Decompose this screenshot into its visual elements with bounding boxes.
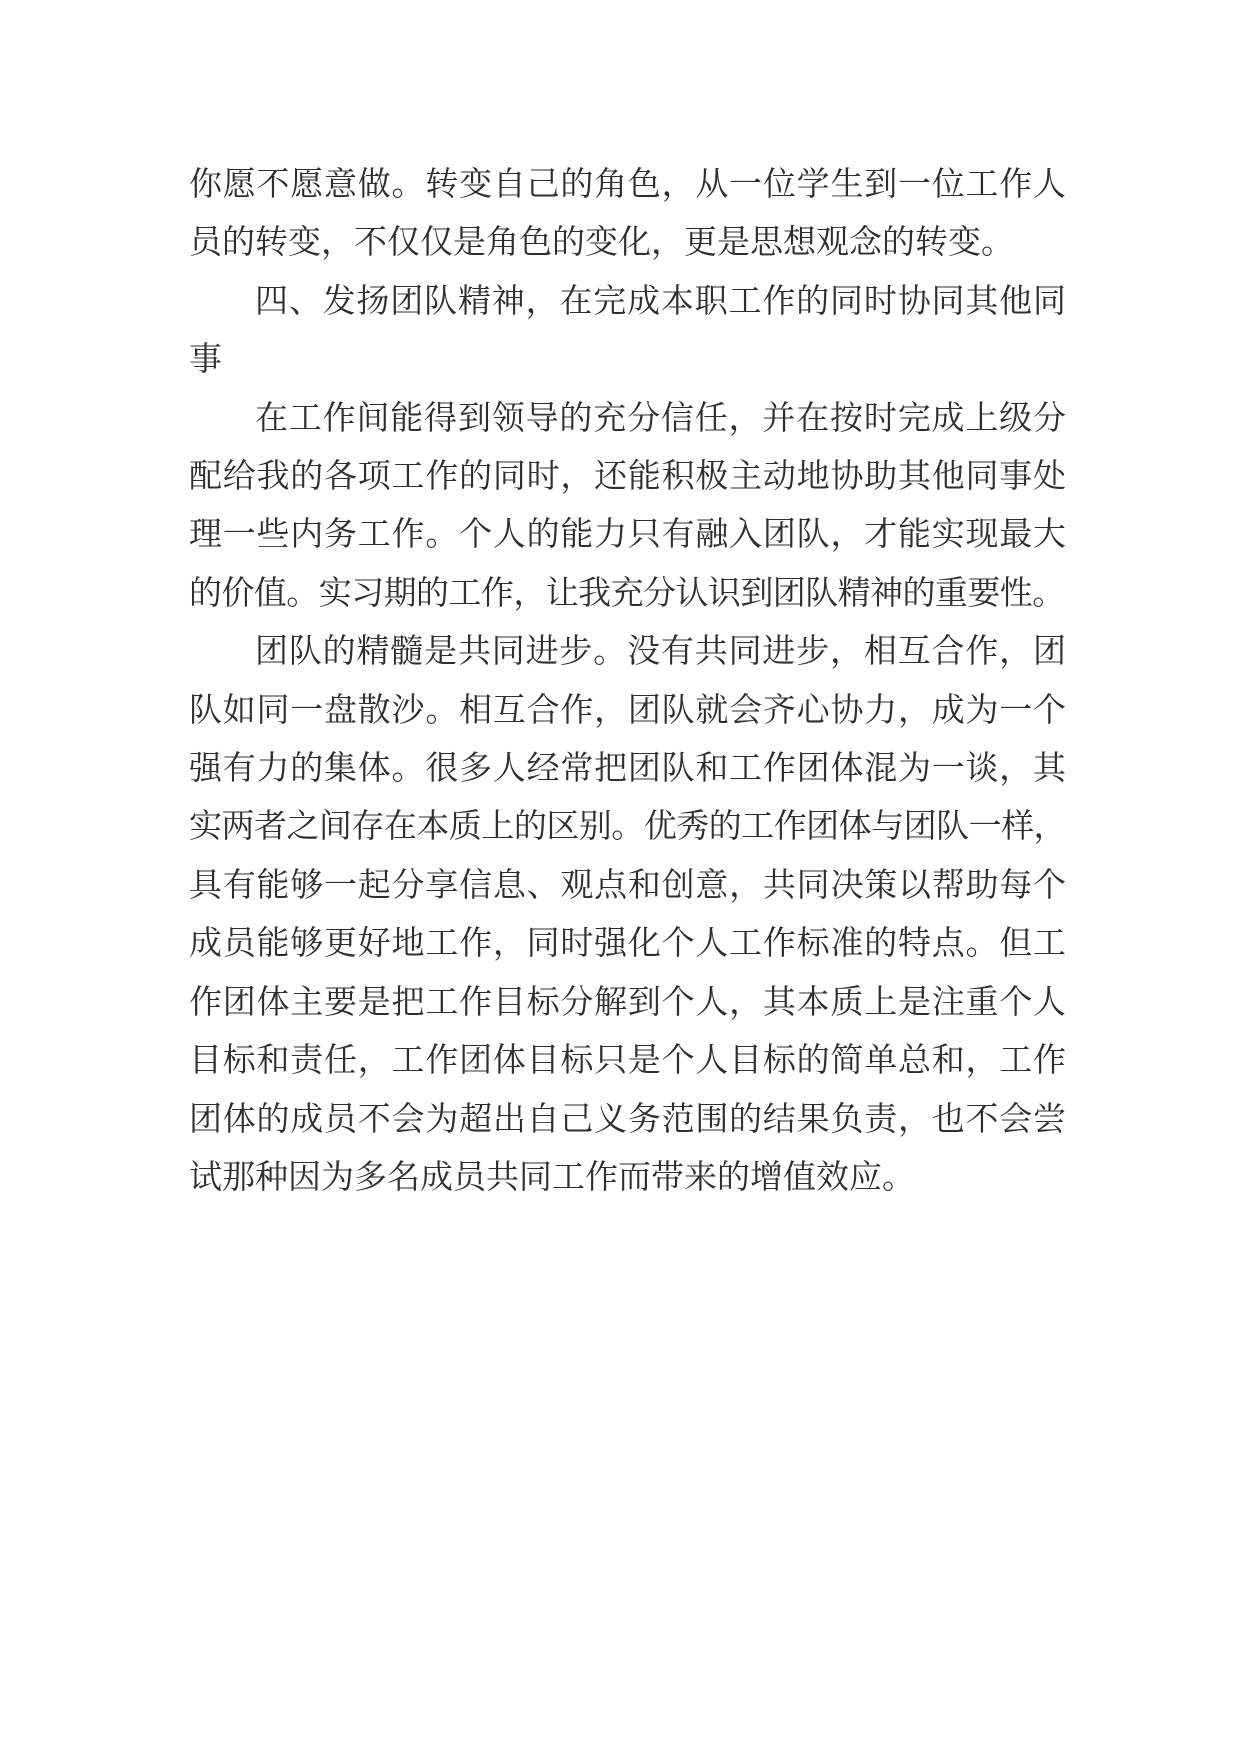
text-line: 实两者之间存在本质上的区别。优秀的工作团体与团队一样， (189, 809, 1066, 846)
paragraph (189, 156, 1066, 273)
text-line: 作团体主要是把工作目标分解到个人，其本质上是注重个人 (189, 984, 1066, 1021)
text-line: 的价值。实习期的工作，让我充分认识到团队精神的重要性。 (189, 575, 1065, 612)
text-line: 员的转变，不仅仅是角色的变化，更是思想观念的转变。 (189, 225, 1014, 262)
text-line: 强有力的集体。很多人经常把团队和工作团体混为一谈，其 (189, 751, 1066, 788)
text-line: 具有能够一起分享信息、观点和创意，共同决策以帮助每个 (189, 867, 1066, 904)
text-line: 事 (189, 342, 222, 379)
text-line: 在工作间能得到领导的充分信任，并在按时完成上级分 (255, 400, 1066, 437)
text-line: 团队的精髓是共同进步。没有共同进步，相互合作，团 (255, 634, 1066, 671)
text-line: 队如同一盘散沙。相互合作，团队就会齐心协力，成为一个 (189, 692, 1066, 729)
text-line: 你愿不愿意做。转变自己的角色，从一位学生到一位工作人 (189, 167, 1066, 203)
text-line: 成员能够更好地工作，同时强化个人工作标准的特点。但工 (189, 926, 1066, 963)
paragraph (189, 623, 1066, 1207)
document-body (189, 156, 1066, 1207)
text-line: 试那种因为多名成员共同工作而带来的增值效应。 (189, 1159, 915, 1196)
paragraph (189, 390, 1066, 624)
text-line: 理一些内务工作。个人的能力只有融入团队，才能实现最大 (189, 517, 1066, 554)
text-line: 四、发扬团队精神，在完成本职工作的同时协同其他同 (255, 283, 1066, 320)
text-line: 目标和责任，工作团体目标只是个人目标的简单总和，工作 (189, 1043, 1066, 1080)
text-line: 配给我的各项工作的同时，还能积极主动地协助其他同事处 (189, 459, 1066, 496)
text-line: 团体的成员不会为超出自己义务范围的结果负责，也不会尝 (189, 1101, 1066, 1138)
paragraph (189, 273, 1066, 390)
